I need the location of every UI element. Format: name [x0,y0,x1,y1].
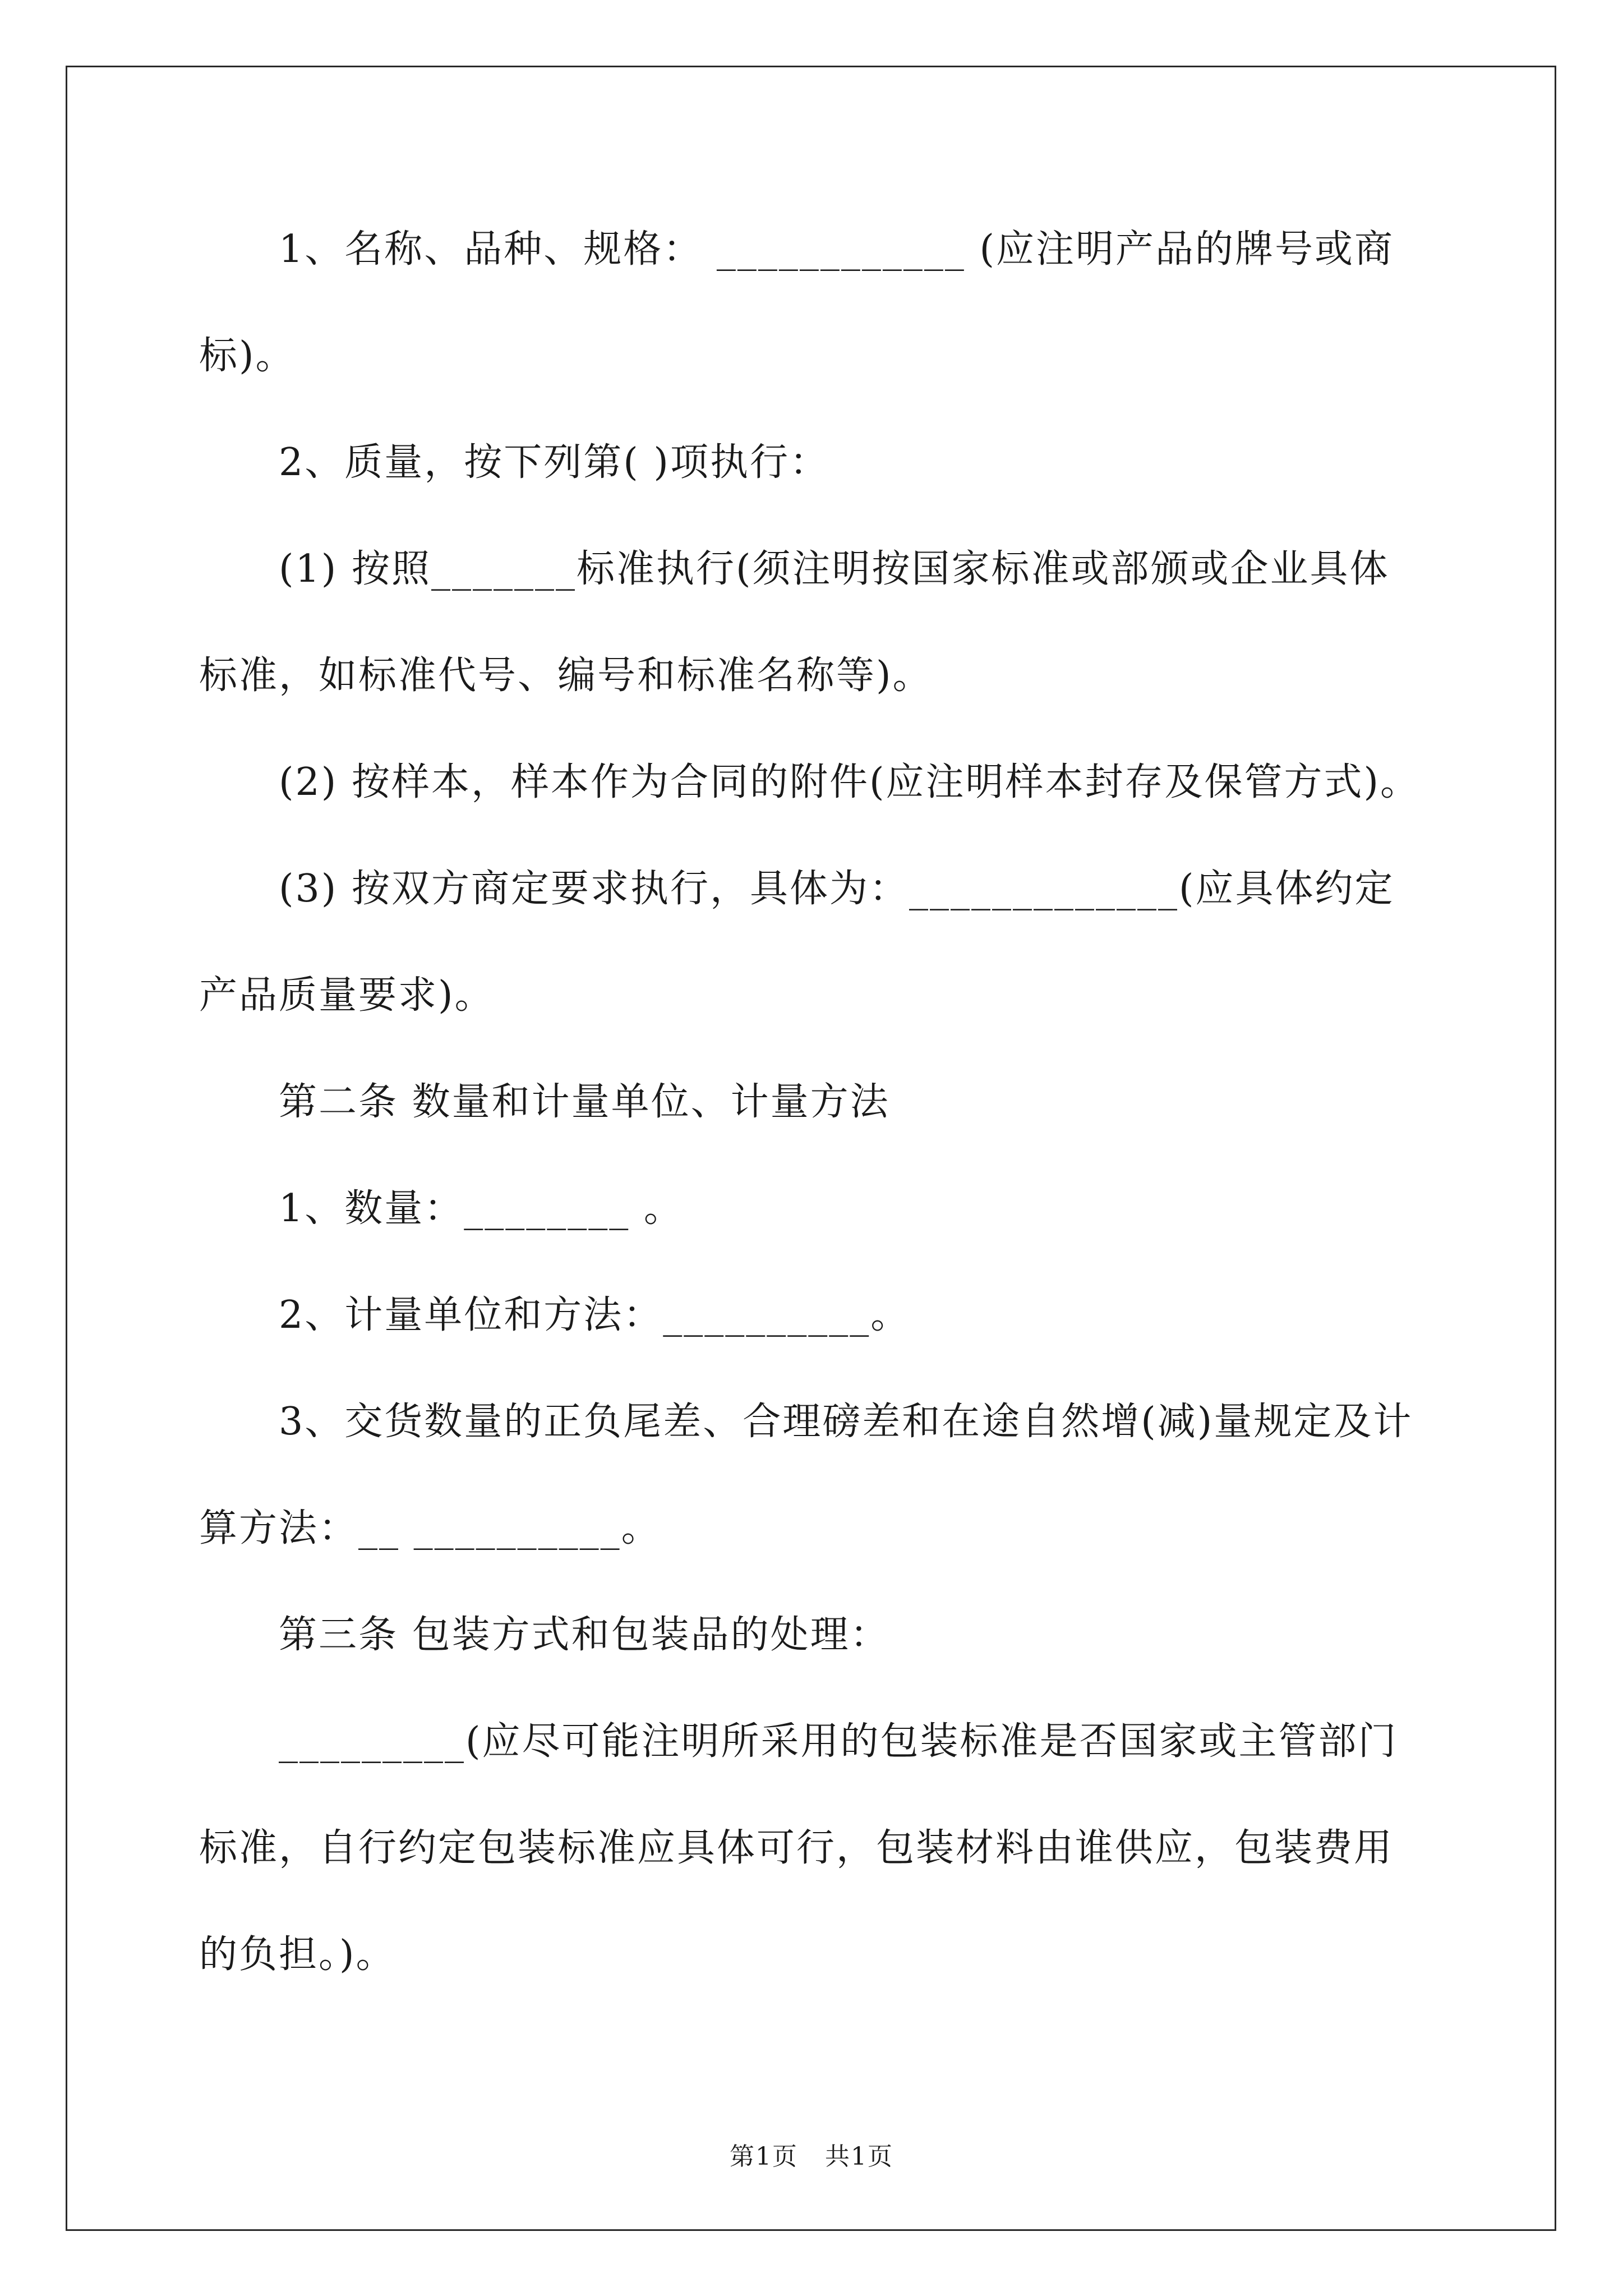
line-15: _________(应尽可能注明所采用的包装标准是否国家或主管部门 [199,1719,1398,1764]
line-10: 1、数量：________ 。 [199,1186,684,1231]
line-11: 2、计量单位和方法：__________。 [199,1293,911,1337]
page-footer [0,2140,1623,2174]
line-3: 2、质量，按下列第( )项执行： [199,440,829,485]
line-14: 第三条 包装方式和包装品的处理： [199,1613,890,1657]
line-17: 的负担。)。 [199,1932,396,1977]
line-4: (1) 按照_______标准执行(须注明按国家标准或部颁或企业具体 [199,547,1390,591]
line-1: 1、名称、品种、规格： ____________ (应注明产品的牌号或商 [199,227,1395,272]
page-number: 第1页 [730,2142,798,2171]
line-8: 产品质量要求)。 [199,973,495,1018]
total-pages: 共1页 [825,2142,893,2171]
page-border [66,66,1556,2231]
line-16: 标准，自行约定包装标准应具体可行，包装材料由谁供应，包装费用 [199,1826,1394,1870]
line-2: 标)。 [199,334,296,378]
line-13: 算方法：__ __________。 [199,1506,661,1550]
line-5: 标准，如标准代号、编号和标准名称等)。 [199,654,933,698]
line-12: 3、交货数量的正负尾差、合理磅差和在途自然增(减)量规定及计 [199,1400,1413,1444]
line-7: (3) 按双方商定要求执行，具体为：_____________(应具体约定 [199,867,1395,911]
line-6: (2) 按样本，样本作为合同的附件(应注明样本封存及保管方式)。 [199,760,1420,804]
line-9: 第二条 数量和计量单位、计量方法 [199,1080,890,1124]
